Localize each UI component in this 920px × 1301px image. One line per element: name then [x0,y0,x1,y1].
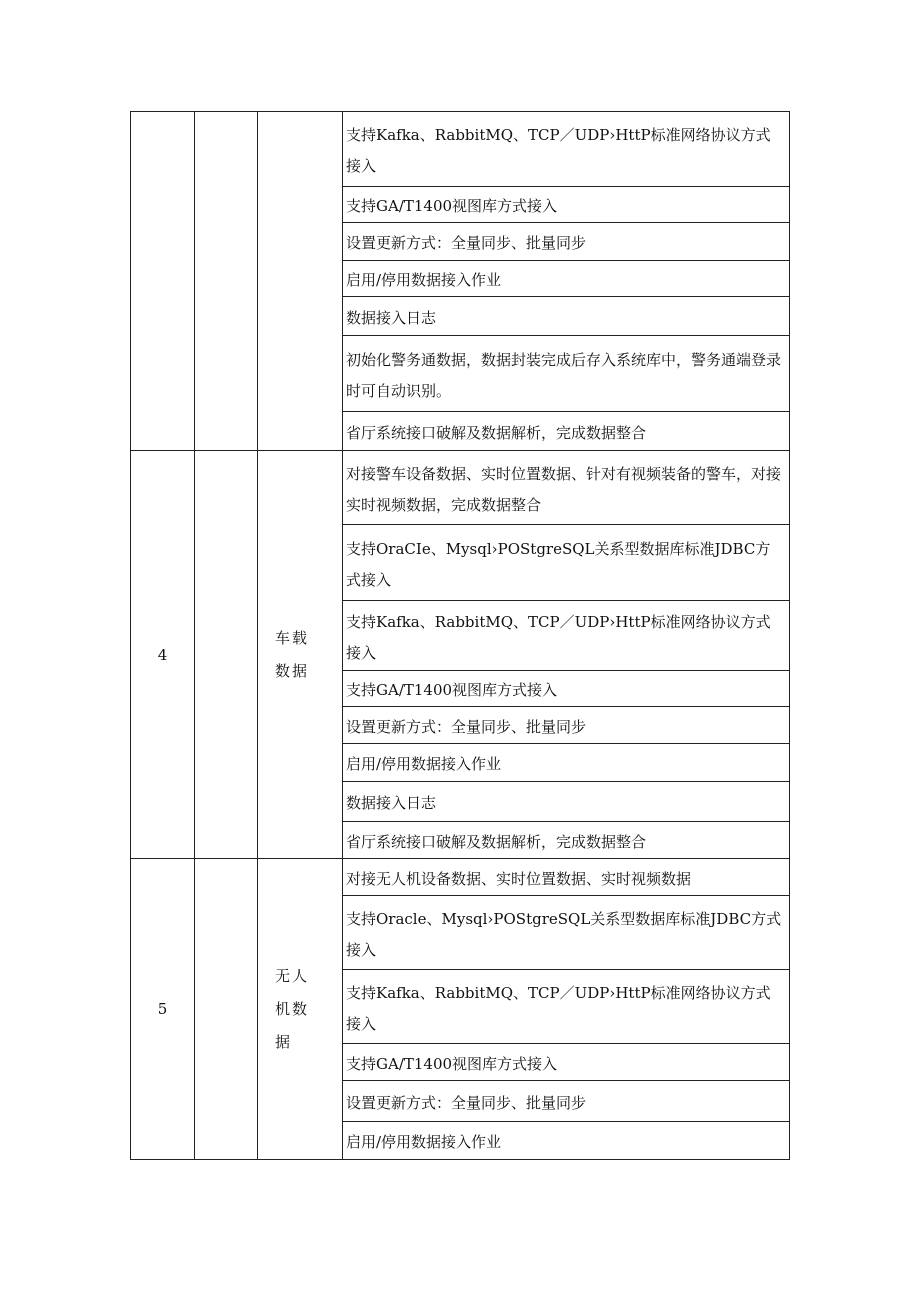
requirement-text: 对接无人机设备数据、实时位置数据、实时视频数据 [346,869,692,888]
row-number-cell [131,112,195,451]
requirement-cell [343,112,790,187]
requirement-cell [343,223,790,261]
requirement-cell [343,1044,790,1081]
requirement-text: 支持GA/T1400视图库方式接入 [346,1054,558,1073]
requirement-text: 支持Oracle、Mysql›POStgreSQL关系型数据库标准JDBC方式接入 [346,909,782,959]
category-label: 无人机数据 [275,966,310,1051]
category-cell [258,112,343,451]
requirement-cell [343,1122,790,1160]
requirement-text: 启用/停用数据接入作业 [346,271,502,289]
requirement-text: 支持Kafka、RabbitMQ、TCP／UDP›HttP标准网络协议方式接入 [346,612,771,662]
requirement-cell [343,261,790,297]
category-cell [258,859,343,1160]
row-number: 4 [157,645,168,664]
requirement-text: 支持OraCIe、Mysql›POStgreSQL关系型数据库标准JDBC方式接入 [346,539,771,589]
requirement-cell [343,336,790,412]
table-row [131,451,790,525]
requirement-cell [343,896,790,970]
requirement-text: 省厅系统接口破解及数据解析，完成数据整合 [346,423,647,442]
category-label: 车载数据 [275,628,310,680]
requirement-text: 初始化警务通数据，数据封装完成后存入系统库中，警务通端登录时可自动识别。 [346,350,782,400]
requirement-cell [343,187,790,223]
requirement-text: 设置更新方式：全量同步、批量同步 [346,234,587,252]
requirement-cell [343,859,790,896]
requirement-cell [343,1081,790,1122]
requirement-cell [343,412,790,451]
row-number-cell [131,859,195,1160]
requirement-cell [343,601,790,671]
requirement-text: 设置更新方式：全量同步、批量同步 [346,1093,587,1112]
requirement-cell [343,525,790,601]
category-cell [258,451,343,859]
requirement-cell [343,297,790,336]
requirement-text: 支持GA/T1400视图库方式接入 [346,197,558,215]
requirement-text: 支持Kafka、RabbitMQ、TCP／UDP›HttP标准网络协议方式接入 [346,126,771,175]
requirement-text: 数据接入日志 [346,308,437,327]
requirement-text: 支持GA/T1400视图库方式接入 [346,681,558,699]
row-number-cell [131,451,195,859]
requirement-cell [343,744,790,782]
requirement-cell [343,970,790,1044]
requirement-cell [343,782,790,822]
requirement-cell [343,822,790,859]
requirements-table-body [131,112,790,1160]
empty-cell [195,859,258,1160]
requirement-text: 数据接入日志 [346,794,437,812]
requirement-cell [343,671,790,707]
requirement-text: 支持Kafka、RabbitMQ、TCP／UDP›HttP标准网络协议方式接入 [346,983,771,1033]
requirement-text: 对接警车设备数据、实时位置数据、针对有视频装备的警车，对接实时视频数据，完成数据整合 [346,464,782,514]
requirement-text: 启用/停用数据接入作业 [346,755,502,773]
table-row [131,859,790,896]
requirement-text: 启用/停用数据接入作业 [346,1133,502,1151]
requirement-text: 省厅系统接口破解及数据解析，完成数据整合 [346,832,647,851]
requirement-text: 设置更新方式：全量同步、批量同步 [346,717,587,736]
row-number: 5 [157,1000,168,1018]
table-row [131,112,790,187]
requirements-table [130,111,790,1160]
empty-cell [195,112,258,451]
empty-cell [195,451,258,859]
requirement-cell [343,707,790,744]
requirement-cell [343,451,790,525]
